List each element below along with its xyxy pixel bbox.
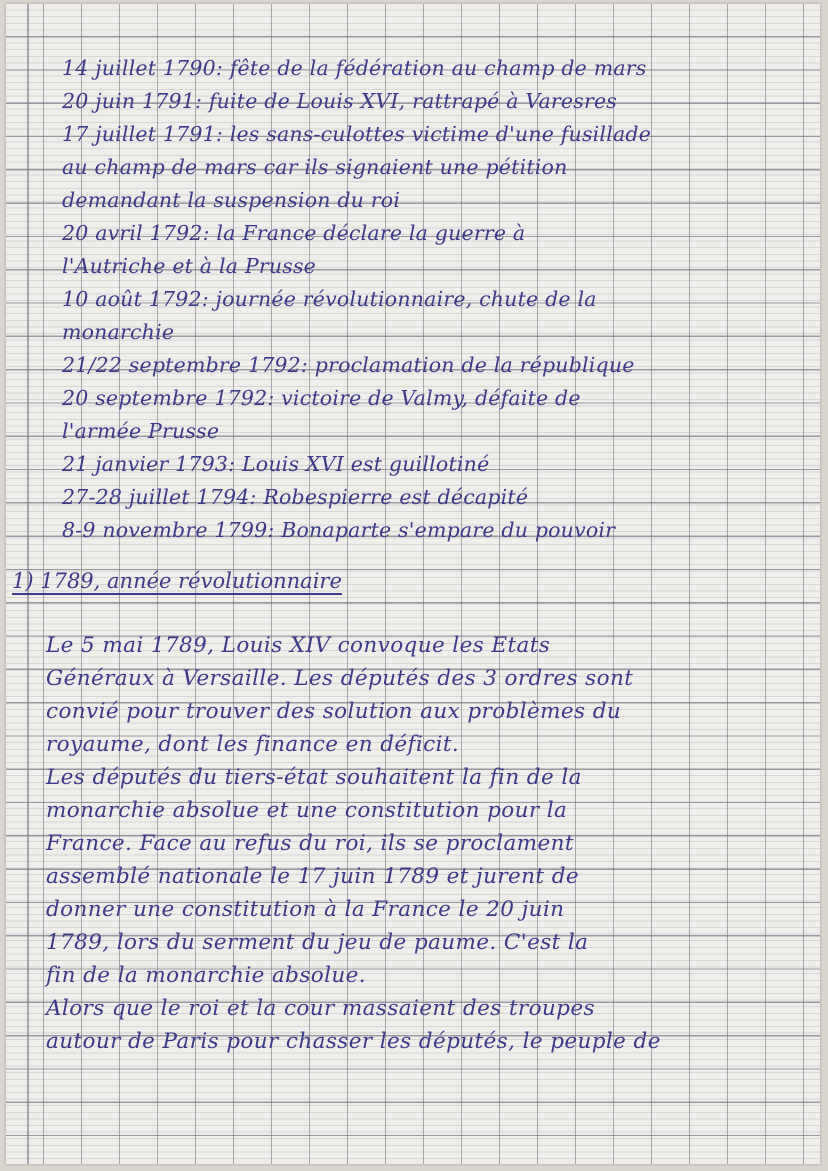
paragraph-line: France. Face au refus du roi, ils se proclament [46, 831, 574, 856]
chronology-entry: au champ de mars car ils signaient une pétition [62, 155, 568, 179]
chronology-entry: 21/22 septembre 1792: proclamation de la république [62, 353, 635, 377]
paragraph-line: Généraux à Versaille. Les députés des 3 ordres sont [46, 666, 634, 691]
chronology-entry: 27-28 juillet 1794: Robespierre est décapité [62, 485, 529, 509]
paragraph-line: fin de la monarchie absolue. [46, 963, 366, 988]
paragraph-line: donner une constitution à la France le 20 juin [46, 897, 565, 922]
chronology-entry: l'armée Prusse [62, 419, 220, 443]
section [6, 4, 820, 1164]
paragraph-line: Alors que le roi et la cour massaient des troupes [46, 996, 595, 1021]
paragraph-line: convié pour trouver des solution aux problèmes du [46, 699, 622, 724]
chronology-entry: 20 avril 1792: la France déclare la guerre à [62, 221, 526, 245]
paragraph-line: royaume, dont les finance en déficit. [46, 732, 460, 757]
section-paragraph [46, 4, 816, 1164]
paragraph-line: assemblé nationale le 17 juin 1789 et jurent de [46, 864, 579, 889]
chronology-entry: monarchie [62, 320, 175, 344]
section-title: 1) 1789, année révolutionnaire [12, 569, 342, 593]
chronology-entry: 8-9 novembre 1799: Bonaparte s'empare du pouvoir [62, 518, 616, 542]
chronology-entry: l'Autriche et à la Prusse [62, 254, 317, 278]
paragraph-line: Les députés du tiers-état souhaitent la fin de la [46, 765, 582, 790]
chronology-entry: 21 janvier 1793: Louis XVI est guillotiné [62, 452, 490, 476]
paragraph-line: autour de Paris pour chasser les députés, le peuple de [46, 1029, 661, 1054]
paragraph-line: monarchie absolue et une constitution pour la [46, 798, 568, 823]
chronology-entry: 17 juillet 1791: les sans-culottes victime d'une fusillade [62, 122, 652, 146]
chronology-entry: 10 août 1792: journée révolutionnaire, chute de la [62, 287, 597, 311]
paragraph-line: Le 5 mai 1789, Louis XIV convoque les Etats [46, 633, 551, 658]
chronology-entry: 14 juillet 1790: fête de la fédération au champ de mars [62, 56, 647, 80]
notebook-page [6, 4, 820, 1164]
chronology-entry: demandant la suspension du roi [62, 188, 401, 212]
chronology-entry: 20 septembre 1792: victoire de Valmy, défaite de [62, 386, 581, 410]
paragraph-line: 1789, lors du serment du jeu de paume. C'est la [46, 930, 589, 955]
chronology-entry: 20 juin 1791: fuite de Louis XVI, rattrapé à Varesres [62, 89, 617, 113]
